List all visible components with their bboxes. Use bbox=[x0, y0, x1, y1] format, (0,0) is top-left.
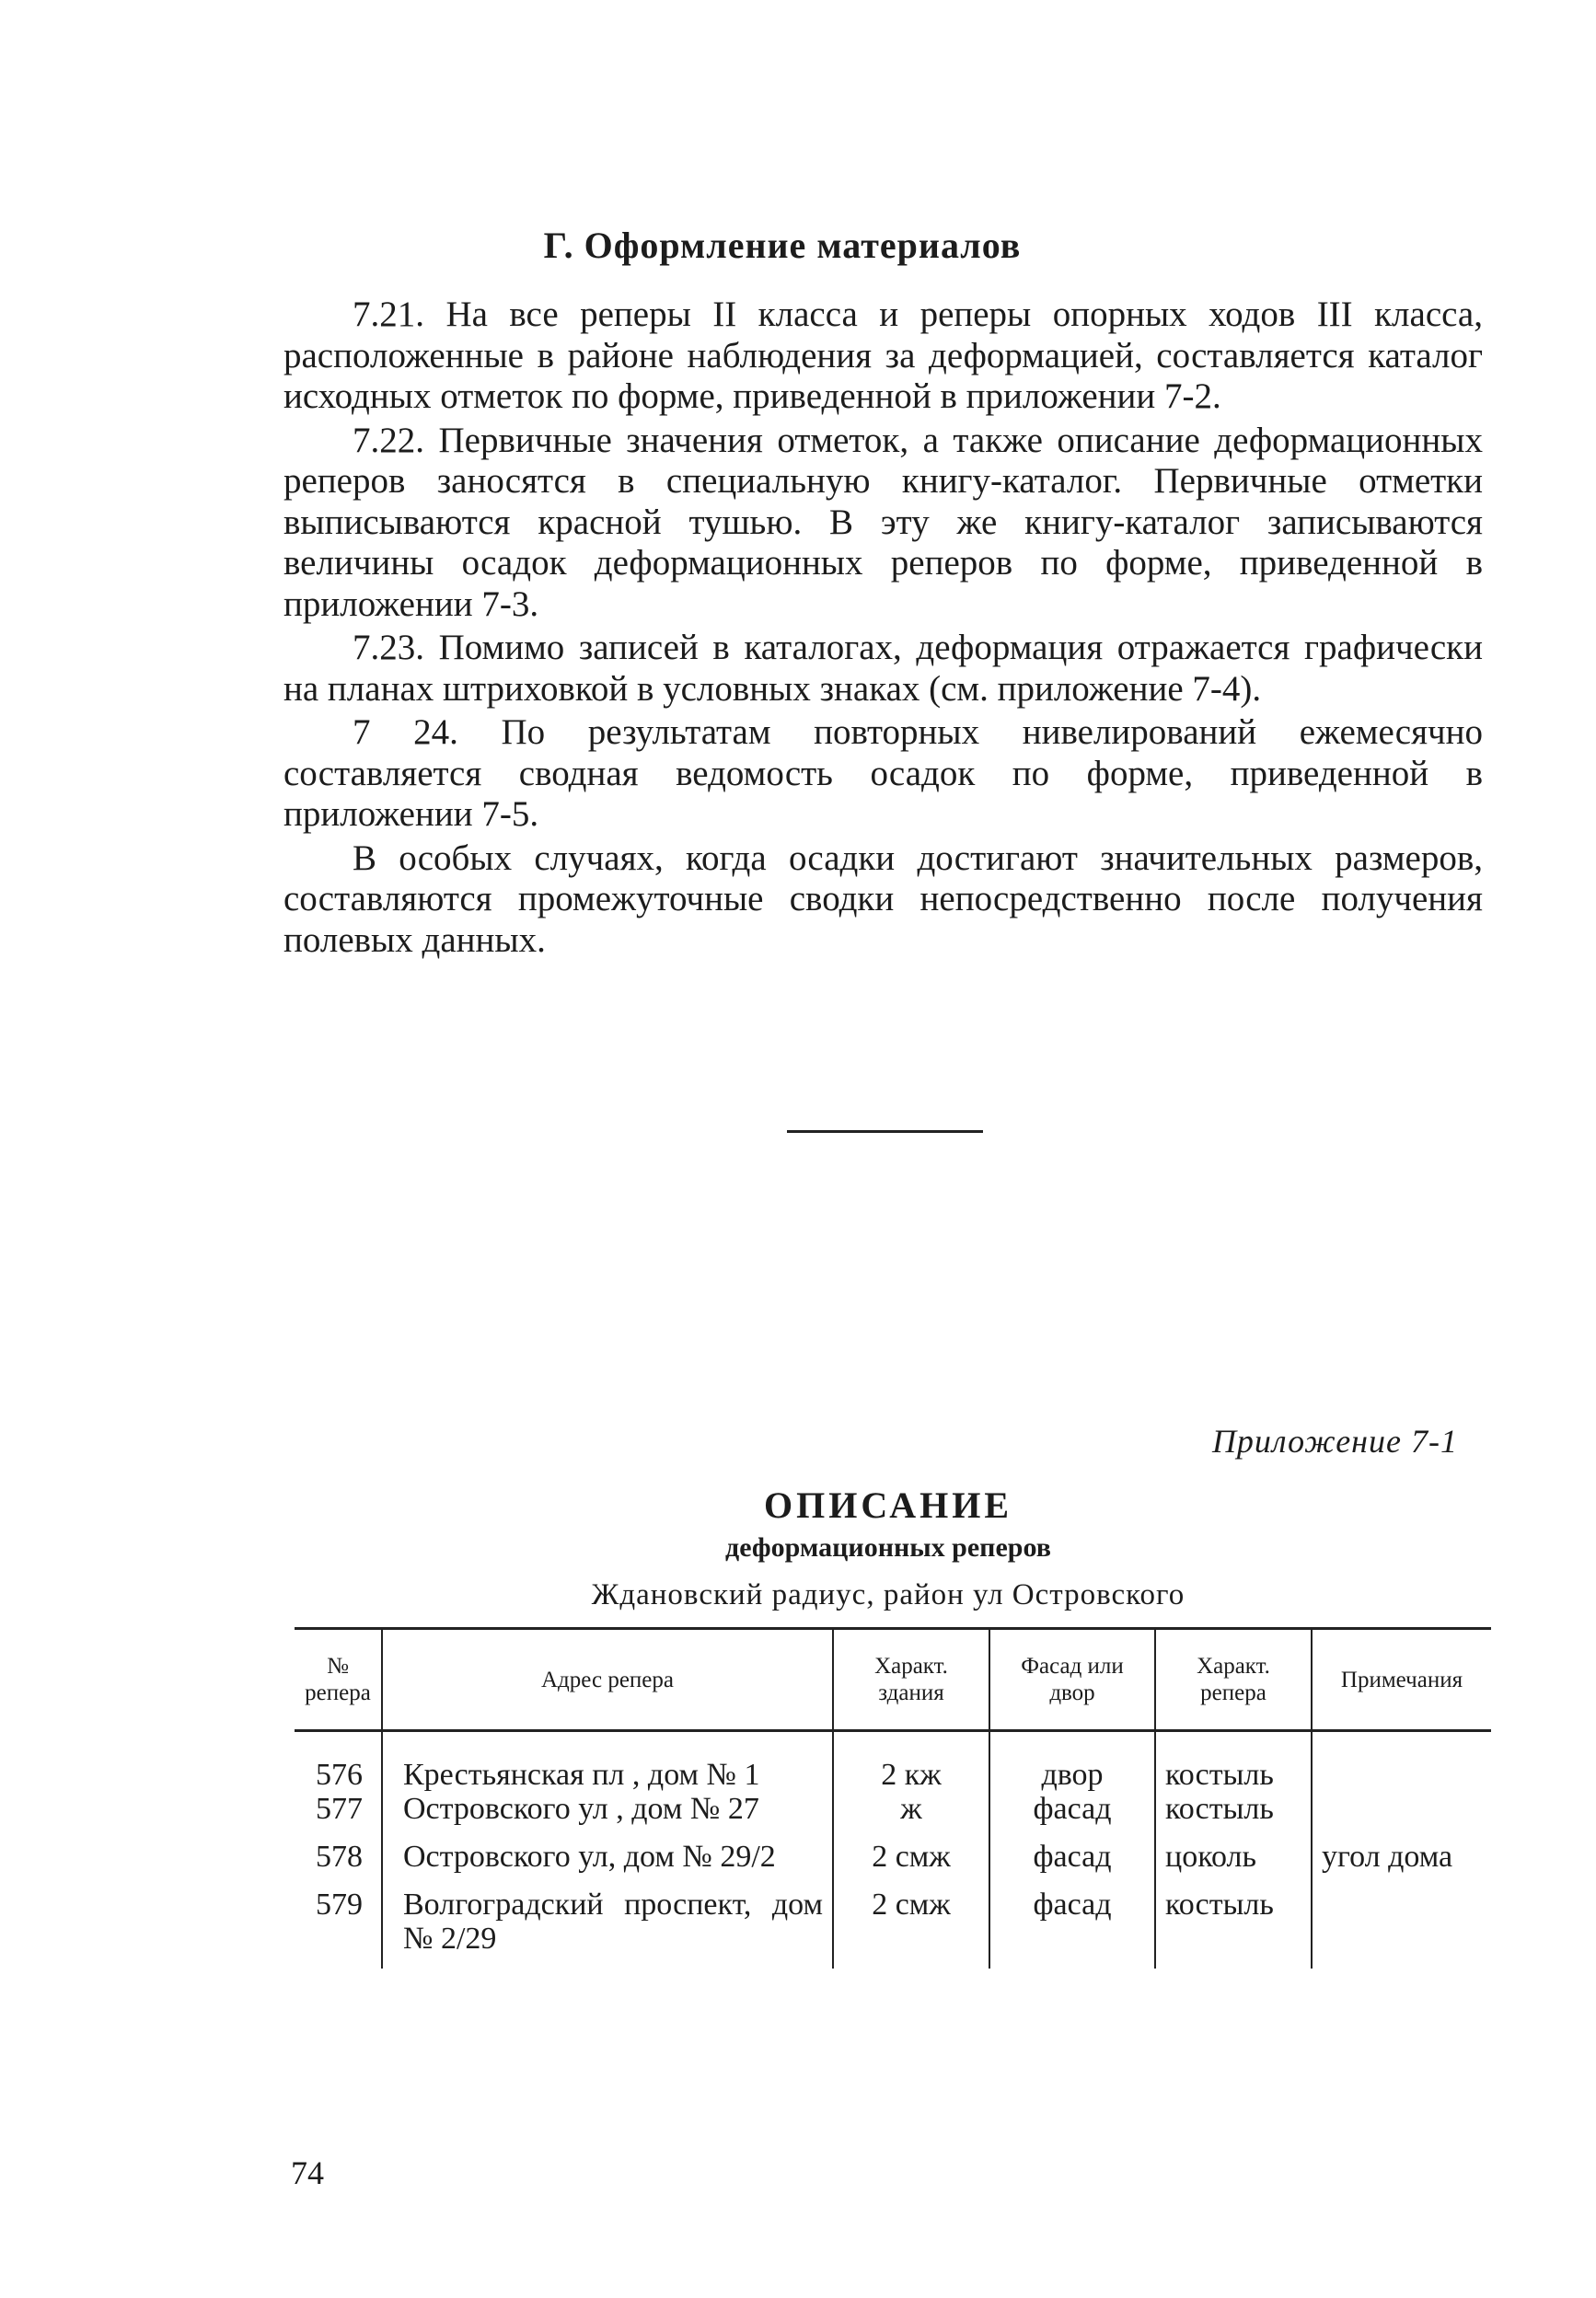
cell-number: 576 bbox=[316, 1758, 363, 1792]
appendix-label: Приложение 7-1 bbox=[1211, 1423, 1458, 1460]
body-text bbox=[283, 294, 1483, 964]
header-number: № репера bbox=[295, 1629, 382, 1731]
table-row bbox=[295, 1840, 1491, 1888]
paragraph-7-22: 7.22. Первичные значения отметок, а также описание деформационных реперов заносятся в специальную книгу-каталог. Первичные отметки выписываются красной тушью. В эту же книгу-каталог записываются величины осадок деформационных реперов по форме, приведенной в приложении 7-3. bbox=[283, 420, 1483, 624]
cell-note bbox=[1312, 1888, 1491, 1969]
table-row bbox=[295, 1888, 1491, 1969]
table-row bbox=[295, 1731, 1491, 1793]
cell-address: Островского ул , дом № 27 bbox=[382, 1792, 833, 1840]
header-address: Адрес репера bbox=[382, 1629, 833, 1731]
cell-building: 2 кж bbox=[833, 1731, 989, 1793]
cell-benchmark: цоколь bbox=[1155, 1840, 1312, 1888]
cell-benchmark: костыль bbox=[1155, 1731, 1312, 1793]
cell-facade: двор bbox=[989, 1731, 1155, 1793]
benchmark-table bbox=[295, 1627, 1491, 1969]
location-line: Ждановский радиус, район ул Островского bbox=[591, 1578, 1185, 1611]
page-number: 74 bbox=[291, 2154, 324, 2191]
paragraph-7-21: 7.21. На все реперы II класса и реперы опорных ходов III класса, расположенные в районе наблюдения за деформацией, составляется каталог исходных отметок по форме, приведенной в приложении 7-2. bbox=[283, 294, 1483, 416]
document-subtitle: деформационных реперов bbox=[725, 1532, 1051, 1563]
cell-facade: фасад bbox=[989, 1840, 1155, 1888]
section-heading: Г. Оформление материалов bbox=[543, 225, 1022, 266]
cell-note bbox=[1312, 1731, 1491, 1793]
header-building-type: Характ. здания bbox=[833, 1629, 989, 1731]
document-title: ОПИСАНИЕ bbox=[763, 1484, 1013, 1526]
cell-benchmark: костыль bbox=[1155, 1792, 1312, 1840]
paragraph-7-23: 7.23. Помимо записей в каталогах, деформация отражается графически на планах штриховкой в условных знаках (см. приложение 7-4). bbox=[283, 628, 1483, 709]
table-row bbox=[295, 1792, 1491, 1840]
cell-number: 577 bbox=[316, 1792, 363, 1826]
paragraph-7-24: 7 24. По результатам повторных нивелирований ежемесячно составляется сводная ведомость осадок по форме, приведенной в приложении 7-5. bbox=[283, 712, 1483, 834]
cell-address: Островского ул, дом № 29/2 bbox=[382, 1840, 833, 1888]
cell-building: 2 смж bbox=[833, 1888, 989, 1969]
table-header-row bbox=[295, 1629, 1491, 1731]
cell-number: 578 bbox=[316, 1840, 363, 1874]
cell-facade: фасад bbox=[989, 1888, 1155, 1969]
cell-address: Волгоградский проспект, дом № 2/29 bbox=[382, 1888, 833, 1969]
cell-building: 2 смж bbox=[833, 1840, 989, 1888]
cell-note: угол дома bbox=[1312, 1840, 1491, 1888]
cell-building: ж bbox=[833, 1792, 989, 1840]
header-facade: Фасад или двор bbox=[989, 1629, 1155, 1731]
header-benchmark-type: Характ. репера bbox=[1155, 1629, 1312, 1731]
header-notes: Примечания bbox=[1312, 1629, 1491, 1731]
section-divider bbox=[787, 1130, 983, 1133]
cell-address: Крестьянская пл , дом № 1 bbox=[382, 1731, 833, 1793]
cell-note bbox=[1312, 1792, 1491, 1840]
cell-benchmark: костыль bbox=[1155, 1888, 1312, 1969]
cell-facade: фасад bbox=[989, 1792, 1155, 1840]
cell-number: 579 bbox=[316, 1888, 363, 1922]
paragraph-special-cases: В особых случаях, когда осадки достигают значительных размеров, составляются промежуточные сводки непосредственно после получения полевых данных. bbox=[283, 837, 1483, 960]
